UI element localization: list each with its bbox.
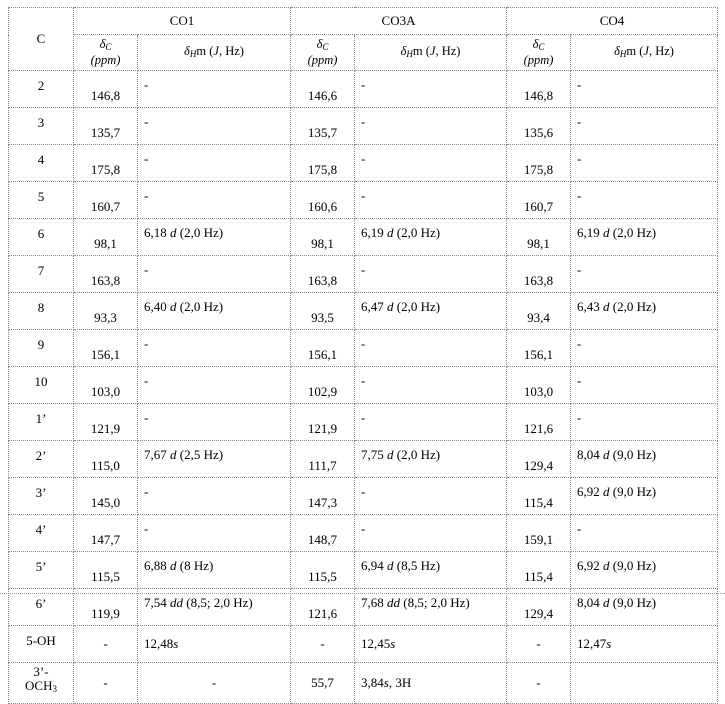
dh-value: 6,43 d (2,0 Hz) [571, 293, 718, 330]
dc-value: 146,6 [291, 71, 355, 108]
dh-value: - [571, 404, 718, 441]
table-row [9, 441, 718, 478]
carbon-position: 9 [9, 330, 74, 367]
table-row [9, 256, 718, 293]
dc-value: 159,1 [507, 515, 571, 552]
dc-value: 115,0 [74, 441, 138, 478]
dh-value: - [571, 108, 718, 145]
dh-value: 6,92 d (9,0 Hz) [571, 552, 718, 589]
dc-value: 135,7 [74, 108, 138, 145]
carbon-position: 1’ [9, 404, 74, 441]
table-row [9, 145, 718, 182]
dc-value: 93,3 [74, 293, 138, 330]
table-row [9, 552, 718, 589]
dh-value: - [571, 515, 718, 552]
table-row [9, 663, 718, 704]
dc-value: 121,6 [507, 404, 571, 441]
dh-value: 7,54 dd (8,5; 2,0 Hz) [138, 589, 291, 626]
carbon-position: 5’ [9, 552, 74, 589]
dh-value: 12,48s [138, 626, 291, 663]
compound-header-co4: CO4 [507, 8, 718, 35]
carbon-position: 2 [9, 71, 74, 108]
dh-value: 8,04 d (9,0 Hz) [571, 441, 718, 478]
dc-value: 156,1 [74, 330, 138, 367]
dc-value: 111,7 [291, 441, 355, 478]
dc-value: 163,8 [74, 256, 138, 293]
dc-value: 156,1 [507, 330, 571, 367]
dh-header: $\delta_Hm$ (J, Hz) [138, 35, 291, 71]
carbon-position: 6’ [9, 589, 74, 626]
dc-value: 98,1 [291, 219, 355, 256]
dc-value: 175,8 [291, 145, 355, 182]
dh-value: - [138, 404, 291, 441]
nmr-data-table [8, 7, 718, 704]
dh-value: - [355, 182, 507, 219]
dc-value: 103,0 [507, 367, 571, 404]
carbon-position: 4’ [9, 515, 74, 552]
page-divider [0, 593, 725, 594]
dh-value: 6,47 d (2,0 Hz) [355, 293, 507, 330]
dh-value: - [138, 367, 291, 404]
dh-value: - [138, 182, 291, 219]
dc-value: 160,7 [507, 182, 571, 219]
dh-value: - [571, 367, 718, 404]
dc-value: 121,9 [291, 404, 355, 441]
dh-value: - [571, 182, 718, 219]
dc-value: 129,4 [507, 441, 571, 478]
dc-value: 147,7 [74, 515, 138, 552]
carbon-position: 3’ [9, 478, 74, 515]
carbon-position: 5-OH [9, 626, 74, 663]
dc-value: 93,5 [291, 293, 355, 330]
dh-value: - [355, 478, 507, 515]
dc-value: 145,0 [74, 478, 138, 515]
dh-value: 7,68 dd (8,5; 2,0 Hz) [355, 589, 507, 626]
dh-value: - [355, 145, 507, 182]
dc-header: $\delta_C$ (ppm) [507, 35, 571, 71]
dc-value: 115,4 [507, 478, 571, 515]
dc-value: - [507, 626, 571, 663]
dh-value: 12,45s [355, 626, 507, 663]
dh-header: $\delta_Hm$ (J, Hz) [355, 35, 507, 71]
dc-value: 93,4 [507, 293, 571, 330]
table-row [9, 626, 718, 663]
dh-value: - [138, 256, 291, 293]
dc-value: 115,5 [74, 552, 138, 589]
dh-value: - [138, 108, 291, 145]
dc-value: 98,1 [507, 219, 571, 256]
dh-value: - [355, 330, 507, 367]
dc-value: - [74, 663, 138, 704]
dh-value: - [138, 330, 291, 367]
dc-header: $\delta_C$ (ppm) [291, 35, 355, 71]
dc-value: 175,8 [507, 145, 571, 182]
carbon-position: 4 [9, 145, 74, 182]
compound-header-co3a: CO3A [291, 8, 507, 35]
dc-value: 148,7 [291, 515, 355, 552]
dh-value: 6,88 d (8 Hz) [138, 552, 291, 589]
dc-value: 175,8 [74, 145, 138, 182]
dh-value [571, 663, 718, 704]
carbon-position: 2’ [9, 441, 74, 478]
dh-value: 6,92 d (9,0 Hz) [571, 478, 718, 515]
carbon-position: 5 [9, 182, 74, 219]
table-row [9, 293, 718, 330]
dc-value: 163,8 [507, 256, 571, 293]
dc-value: 135,6 [507, 108, 571, 145]
dh-header: $\delta_Hm$ (J, Hz) [571, 35, 718, 71]
dc-value: 55,7 [291, 663, 355, 704]
dh-value: 12,47s [571, 626, 718, 663]
dh-value: 6,40 d (2,0 Hz) [138, 293, 291, 330]
dc-value: - [291, 626, 355, 663]
dc-value: 160,7 [74, 182, 138, 219]
carbon-position: 3’- $OCH_3$ [9, 663, 74, 704]
table-row [9, 71, 718, 108]
dh-value: - [571, 330, 718, 367]
dh-value: 8,04 d (9,0 Hz) [571, 589, 718, 626]
dc-value: 146,8 [74, 71, 138, 108]
compound-header-co1: CO1 [74, 8, 291, 35]
dc-value: 146,8 [507, 71, 571, 108]
dh-value: - [355, 71, 507, 108]
dc-value: 102,9 [291, 367, 355, 404]
dc-value: 115,5 [291, 552, 355, 589]
dc-value: 135,7 [291, 108, 355, 145]
dc-value: 115,4 [507, 552, 571, 589]
dh-value: - [571, 145, 718, 182]
table-row [9, 515, 718, 552]
dh-value: - [355, 404, 507, 441]
table-row [9, 478, 718, 515]
dh-value: - [138, 71, 291, 108]
table-row [9, 182, 718, 219]
dh-value: - [355, 256, 507, 293]
dc-value: 129,4 [507, 589, 571, 626]
dc-value: 121,9 [74, 404, 138, 441]
carbon-position: 10 [9, 367, 74, 404]
dh-value: - [571, 256, 718, 293]
dc-value: - [74, 626, 138, 663]
table-row [9, 330, 718, 367]
dh-value: 7,67 d (2,5 Hz) [138, 441, 291, 478]
carbon-position: 7 [9, 256, 74, 293]
dh-value: 7,75 d (2,0 Hz) [355, 441, 507, 478]
dh-value: - [138, 663, 291, 704]
dh-value: - [138, 145, 291, 182]
dh-value: 6,94 d (8,5 Hz) [355, 552, 507, 589]
dh-value: 6,18 d (2,0 Hz) [138, 219, 291, 256]
dc-value: 119,9 [74, 589, 138, 626]
carbon-position: 8 [9, 293, 74, 330]
dc-header: $\delta_C$ (ppm) [74, 35, 138, 71]
dc-value: 103,0 [74, 367, 138, 404]
carbon-column-header: C [9, 8, 74, 71]
table-row [9, 219, 718, 256]
table-row [9, 404, 718, 441]
dc-value: 160,6 [291, 182, 355, 219]
dh-value: - [355, 108, 507, 145]
table-row [9, 367, 718, 404]
dh-value: - [571, 71, 718, 108]
dc-value: - [507, 663, 571, 704]
table-row [9, 108, 718, 145]
dh-value: - [355, 367, 507, 404]
dc-value: 147,3 [291, 478, 355, 515]
dh-value: - [138, 515, 291, 552]
dc-value: 163,8 [291, 256, 355, 293]
carbon-position: 6 [9, 219, 74, 256]
dh-value: 6,19 d (2,0 Hz) [571, 219, 718, 256]
carbon-position: 3 [9, 108, 74, 145]
dh-value: 6,19 d (2,0 Hz) [355, 219, 507, 256]
dh-value: - [355, 515, 507, 552]
dh-value: - [138, 478, 291, 515]
dh-value: 3,84s, 3H [355, 663, 507, 704]
dc-value: 121,6 [291, 589, 355, 626]
table-row [9, 589, 718, 626]
dc-value: 156,1 [291, 330, 355, 367]
dc-value: 98,1 [74, 219, 138, 256]
